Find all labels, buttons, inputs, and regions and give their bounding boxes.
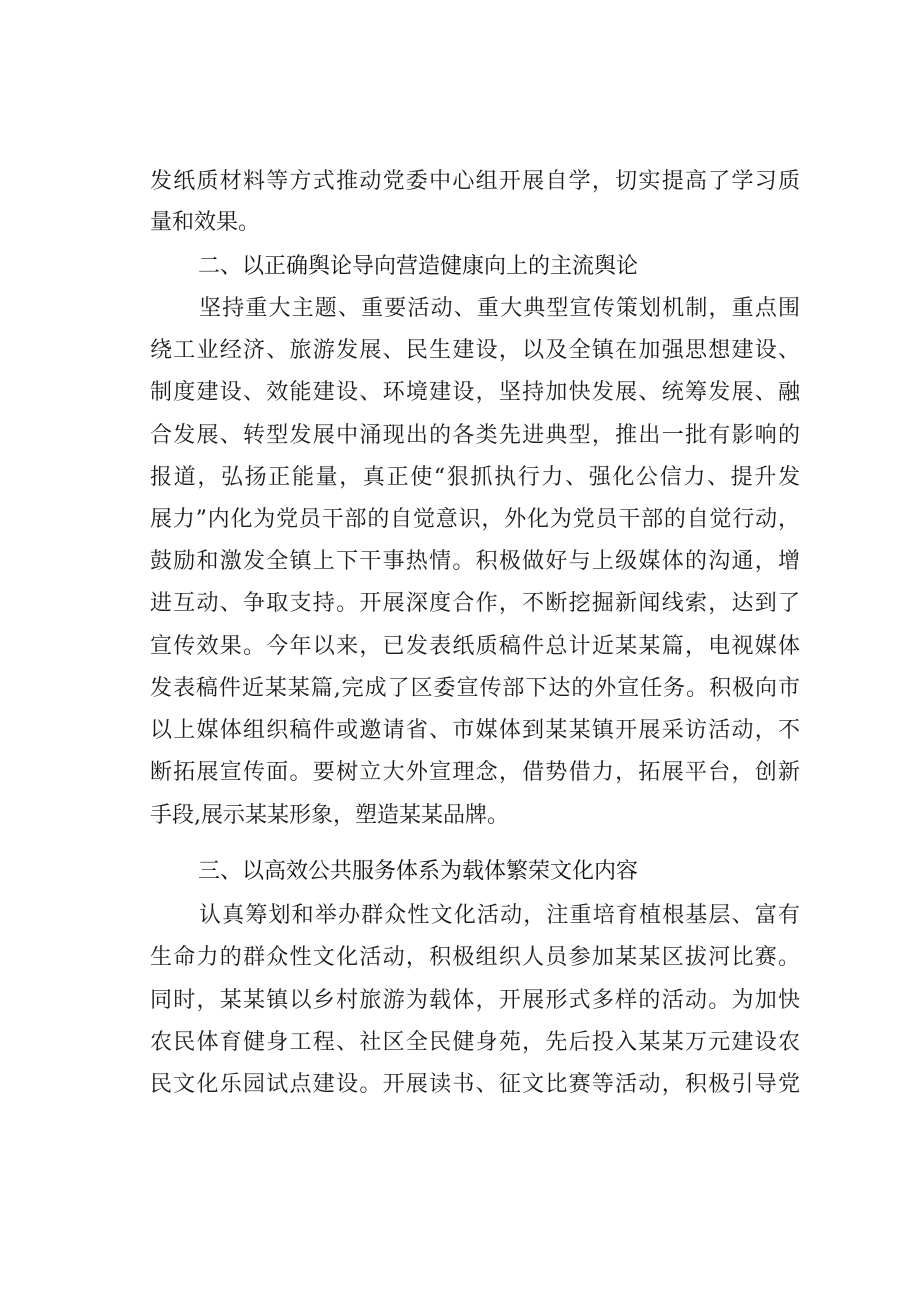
paragraph-line: 认真筹划和举办群众性文化活动，注重培育植根基层、富有	[199, 903, 800, 928]
paragraph-line: 制度建设、效能建设、环境建设，坚持加快发展、统筹发展、融	[150, 380, 800, 405]
paragraph-line: 进互动、争取支持。开展深度合作，不断挖掘新闻线索，达到了	[150, 591, 800, 616]
paragraph-line: 农民体育健身工程、社区全民健身苑，先后投入某某万元建设农	[150, 1030, 800, 1055]
section-heading-three: 三、以高效公共服务体系为载体繁荣文化内容	[198, 859, 639, 884]
paragraph-line: 坚持重大主题、重要活动、重大典型宣传策划机制，重点围	[199, 296, 800, 321]
paragraph-line: 展力”内化为党员干部的自觉意识，外化为党员干部的自觉行动，	[150, 507, 800, 532]
paragraph-line: 绕工业经济、旅游发展、民生建设，以及全镇在加强思想建设、	[150, 338, 800, 363]
paragraph-line: 报道，弘扬正能量，真正使“狠抓执行力、强化公信力、提升发	[150, 465, 800, 490]
paragraph-line: 断拓展宣传面。要树立大外宣理念，借势借力，拓展平台，创新	[150, 760, 800, 785]
paragraph-line: 发纸质材料等方式推动党委中心组开展自学，切实提高了学习质	[150, 169, 800, 194]
paragraph-line: 合发展、转型发展中涌现出的各类先进典型，推出一批有影响的	[150, 423, 800, 448]
paragraph-line: 民文化乐园试点建设。开展读书、征文比赛等活动，积极引导党	[150, 1072, 800, 1097]
paragraph-line: 宣传效果。今年以来，已发表纸质稿件总计近某某篇，电视媒体	[150, 634, 800, 659]
paragraph-line: 量和效果。	[150, 210, 261, 235]
paragraph-line: 手段,展示某某形象，塑造某某品牌。	[150, 803, 509, 828]
paragraph-line: 同时，某某镇以乡村旅游为载体，开展形式多样的活动。为加快	[150, 988, 800, 1013]
section-heading-two: 二、以正确舆论导向营造健康向上的主流舆论	[198, 254, 639, 279]
paragraph-line: 以上媒体组织稿件或邀请省、市媒体到某某镇开展采访活动，不	[150, 718, 800, 743]
paragraph-line: 生命力的群众性文化活动，积极组织人员参加某某区拔河比赛。	[150, 945, 800, 970]
paragraph-line: 鼓励和激发全镇上下干事热情。积极做好与上级媒体的沟通，增	[150, 549, 800, 574]
paragraph-line: 发表稿件近某某篇,完成了区委宣传部下达的外宣任务。积极向市	[150, 676, 800, 701]
